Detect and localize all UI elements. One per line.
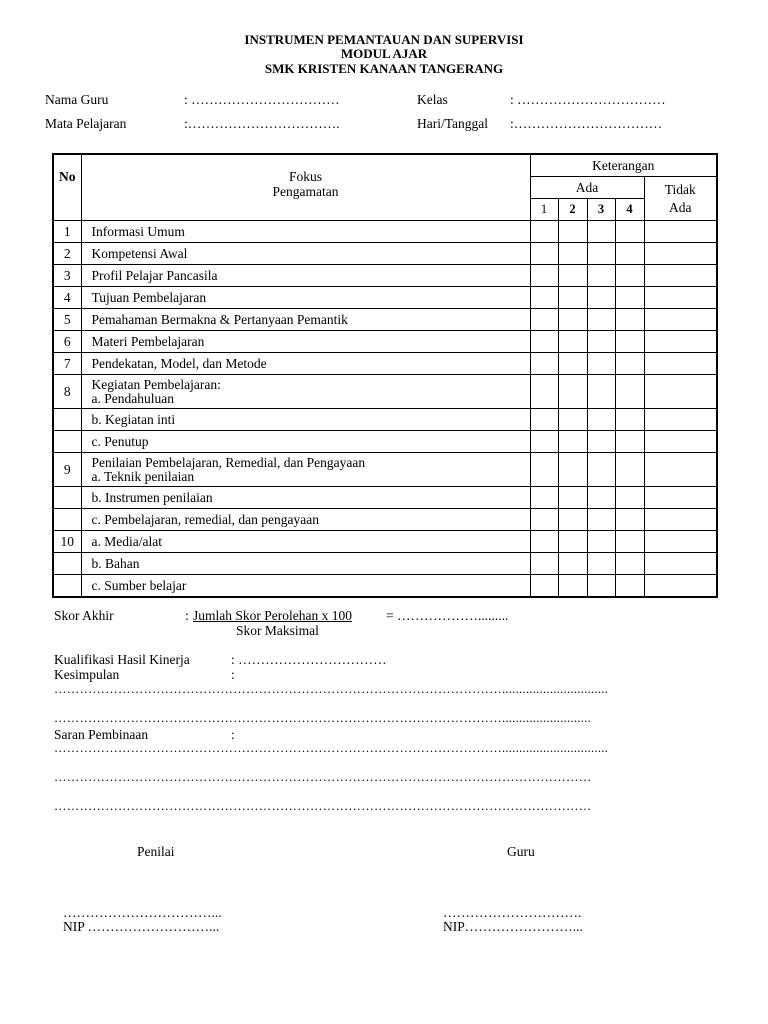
table-row [53,509,717,531]
score-2-cell[interactable] [558,375,587,409]
kesimpulan-label: Kesimpulan [54,667,120,682]
row-focus-text: a. Media/alat [91,533,162,549]
kesimpulan-dotted-line-2: …………………………………………………………………………………………….......................... [54,711,592,725]
row-number: 10 [53,531,81,553]
row-number: 9 [53,453,81,487]
tidak-ada-cell[interactable] [644,487,717,509]
score-3-cell[interactable] [587,309,615,331]
row-focus-cell [81,265,530,287]
table-row [53,375,717,409]
score-2-cell[interactable] [558,431,587,453]
guru-nip-line: NIP……………………... [443,919,583,934]
score-4-cell[interactable] [615,553,644,575]
score-3-cell[interactable] [587,575,615,598]
nama-guru-label: Nama Guru [45,92,109,107]
saran-pembinaan-colon: : [231,727,235,742]
tidak-ada-cell[interactable] [644,353,717,375]
row-number [53,575,81,598]
header-score-4: 4 [615,199,644,221]
score-1-cell[interactable] [530,287,558,309]
tidak-ada-cell[interactable] [644,453,717,487]
skor-akhir-colon: : [185,608,189,623]
score-1-cell[interactable] [530,453,558,487]
score-4-cell[interactable] [615,287,644,309]
row-focus-text: Kompetensi Awal [91,245,188,261]
score-1-cell[interactable] [530,243,558,265]
saran-dotted-line-2: ……………………………………………………………………………………………………………… [54,770,592,784]
tidak-ada-cell[interactable] [644,265,717,287]
score-3-cell[interactable] [587,243,615,265]
saran-pembinaan-label: Saran Pembinaan [54,727,149,742]
kualifikasi-field: : …………………………… [231,652,387,667]
header-tidak: Tidak [664,181,696,197]
row-focus-cell [81,453,530,487]
row-focus-cell [81,575,530,598]
table-row [53,409,717,431]
tidak-ada-cell[interactable] [644,243,717,265]
skor-formula-numerator: Jumlah Skor Perolehan x 100 [193,608,352,623]
row-number: 8 [53,375,81,409]
row-focus-cell [81,509,530,531]
skor-akhir-label: Skor Akhir [54,608,114,623]
row-focus-cell [81,221,530,243]
row-number: 5 [53,309,81,331]
score-1-cell[interactable] [530,431,558,453]
score-2-cell[interactable] [558,331,587,353]
row-focus-cell [81,331,530,353]
tidak-ada-cell[interactable] [644,221,717,243]
score-3-cell[interactable] [587,375,615,409]
score-4-cell[interactable] [615,531,644,553]
kelas-label: Kelas [417,92,448,107]
table-row [53,553,717,575]
table-row [53,531,717,553]
kualifikasi-label: Kualifikasi Hasil Kinerja [54,652,190,667]
score-1-cell[interactable] [530,531,558,553]
score-1-cell[interactable] [530,509,558,531]
score-4-cell[interactable] [615,375,644,409]
table-row [53,431,717,453]
score-1-cell[interactable] [530,575,558,598]
score-2-cell[interactable] [558,509,587,531]
header-score-3: 3 [587,199,615,221]
score-1-cell[interactable] [530,265,558,287]
penilai-label: Penilai [137,844,175,859]
score-3-cell[interactable] [587,431,615,453]
score-3-cell[interactable] [587,553,615,575]
document-title-line-2: MODUL AJAR [340,46,428,61]
row-focus-cell [81,375,530,409]
score-1-cell[interactable] [530,487,558,509]
header-pengamatan: Pengamatan [272,184,339,199]
table-row [53,221,717,243]
row-focus-text: Tujuan Pembelajaran [91,289,207,305]
score-1-cell[interactable] [530,309,558,331]
kesimpulan-dotted-line-1: ……………………………………………………………………………………………............................... [54,682,609,696]
hari-tanggal-field: :…………………………… [510,116,663,131]
header-no: No [53,154,81,221]
row-focus-text: Penilaian Pembelajaran, Remedial, dan Pengayaan [91,454,366,470]
row-focus-cell [81,353,530,375]
tidak-ada-cell[interactable] [644,431,717,453]
score-1-cell[interactable] [530,553,558,575]
tidak-ada-cell[interactable] [644,309,717,331]
score-2-cell[interactable] [558,553,587,575]
document-title-line-3: SMK KRISTEN KANAAN TANGERANG [264,61,504,76]
tidak-ada-cell[interactable] [644,509,717,531]
tidak-ada-cell[interactable] [644,331,717,353]
score-2-cell[interactable] [558,243,587,265]
saran-dotted-line-3: ……………………………………………………………………………………………………………… [54,799,592,813]
table-row [53,575,717,598]
score-4-cell[interactable] [615,409,644,431]
score-2-cell[interactable] [558,575,587,598]
row-focus-subtext: a. Pendahuluan [91,390,174,406]
mata-pelajaran-field: :……………………………. [184,116,340,131]
tidak-ada-cell[interactable] [644,553,717,575]
nama-guru-field: : …………………………… [184,92,340,107]
row-focus-text: Profil Pelajar Pancasila [91,267,218,283]
row-focus-text: b. Kegiatan inti [91,411,176,427]
skor-akhir-result: = ………………......... [386,608,509,623]
score-2-cell[interactable] [558,531,587,553]
score-3-cell[interactable] [587,509,615,531]
row-number: 4 [53,287,81,309]
table-body [53,221,717,598]
penilai-nip-line: NIP ………………………... [63,919,220,934]
row-number: 3 [53,265,81,287]
header-tidak-ada [644,177,717,221]
score-1-cell[interactable] [530,409,558,431]
row-focus-text: b. Instrumen penilaian [91,489,213,505]
saran-dotted-line-1: ……………………………………………………………………………………………............................... [54,741,609,755]
score-3-cell[interactable] [587,487,615,509]
kelas-field: : …………………………… [510,92,666,107]
document-title-line-1: INSTRUMEN PEMANTAUAN DAN SUPERVISI [244,32,524,47]
row-focus-text: c. Sumber belajar [91,577,187,593]
row-focus-text: Informasi Umum [91,223,185,239]
score-3-cell[interactable] [587,287,615,309]
score-1-cell[interactable] [530,375,558,409]
penilai-name-line: ……………………………... [63,905,222,920]
row-focus-text: c. Penutup [91,433,149,449]
header-ada: Ada [530,177,644,199]
score-3-cell[interactable] [587,265,615,287]
score-2-cell[interactable] [558,453,587,487]
guru-label: Guru [507,844,535,859]
mata-pelajaran-label: Mata Pelajaran [45,116,127,131]
score-2-cell[interactable] [558,409,587,431]
table-row [53,353,717,375]
header-tidak-ada-word: Ada [669,199,692,215]
score-3-cell[interactable] [587,353,615,375]
row-focus-cell [81,487,530,509]
table-row [53,331,717,353]
row-focus-text: Kegiatan Pembelajaran: [91,376,221,392]
score-1-cell[interactable] [530,331,558,353]
observation-table [52,153,718,598]
score-4-cell[interactable] [615,431,644,453]
row-focus-text: c. Pembelajaran, remedial, dan pengayaan [91,511,320,527]
row-focus-cell [81,409,530,431]
header-fokus: Fokus [288,169,322,184]
row-focus-cell [81,309,530,331]
header-score-2: 2 [558,199,587,221]
score-1-cell[interactable] [530,353,558,375]
row-number [53,487,81,509]
kesimpulan-colon: : [231,667,235,682]
row-number [53,409,81,431]
row-number: 1 [53,221,81,243]
header-keterangan: Keterangan [530,154,717,177]
header-score-1: 1 [530,199,558,221]
score-4-cell[interactable] [615,221,644,243]
score-4-cell[interactable] [615,575,644,598]
tidak-ada-cell[interactable] [644,531,717,553]
tidak-ada-cell[interactable] [644,409,717,431]
score-3-cell[interactable] [587,409,615,431]
row-focus-cell [81,531,530,553]
tidak-ada-cell[interactable] [644,575,717,598]
score-3-cell[interactable] [587,453,615,487]
row-focus-subtext: a. Teknik penilaian [91,468,195,484]
score-3-cell[interactable] [587,221,615,243]
score-2-cell[interactable] [558,353,587,375]
row-number [53,431,81,453]
row-number [53,553,81,575]
score-2-cell[interactable] [558,221,587,243]
row-number: 6 [53,331,81,353]
score-4-cell[interactable] [615,453,644,487]
row-focus-cell [81,243,530,265]
score-4-cell[interactable] [615,243,644,265]
header-fokus-pengamatan [81,154,530,221]
row-focus-cell [81,287,530,309]
tidak-ada-cell[interactable] [644,375,717,409]
table-row [53,487,717,509]
row-focus-cell [81,553,530,575]
score-2-cell[interactable] [558,309,587,331]
skor-formula-denominator: Skor Maksimal [236,623,319,638]
tidak-ada-cell[interactable] [644,287,717,309]
score-4-cell[interactable] [615,331,644,353]
score-1-cell[interactable] [530,221,558,243]
row-focus-text: Pendekatan, Model, dan Metode [91,355,267,371]
score-3-cell[interactable] [587,531,615,553]
score-4-cell[interactable] [615,487,644,509]
score-4-cell[interactable] [615,265,644,287]
score-4-cell[interactable] [615,509,644,531]
score-4-cell[interactable] [615,309,644,331]
table-row [53,287,717,309]
row-number: 2 [53,243,81,265]
score-4-cell[interactable] [615,353,644,375]
table-row [53,453,717,487]
row-focus-text: Materi Pembelajaran [91,333,205,349]
table-row [53,243,717,265]
score-2-cell[interactable] [558,487,587,509]
row-number [53,509,81,531]
score-2-cell[interactable] [558,287,587,309]
hari-tanggal-label: Hari/Tanggal [417,116,489,131]
row-focus-text: Pemahaman Bermakna & Pertanyaan Pemantik [91,311,348,327]
score-2-cell[interactable] [558,265,587,287]
row-focus-text: b. Bahan [91,555,140,571]
row-focus-cell [81,431,530,453]
table-row [53,265,717,287]
row-number: 7 [53,353,81,375]
score-3-cell[interactable] [587,331,615,353]
table-row [53,309,717,331]
guru-name-line: …………………………. [443,905,582,920]
